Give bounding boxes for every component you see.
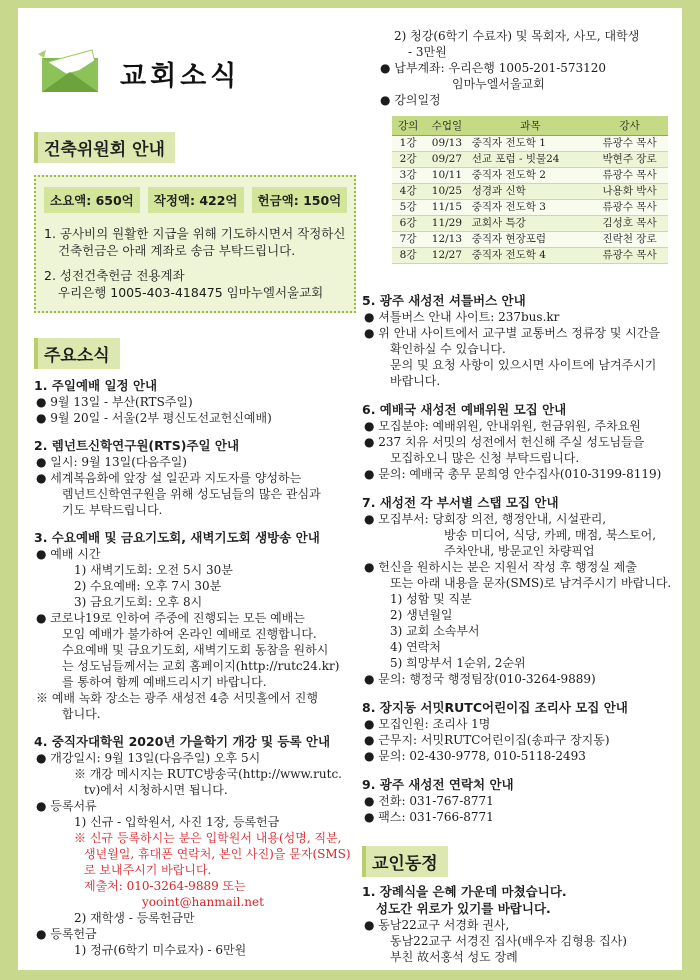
lecture-row [392, 216, 668, 232]
list-line: ● 문의: 02-430-9778, 010-5118-2493 [364, 749, 586, 763]
list-line: ● 모집분야: 예배위원, 안내위원, 헌금위원, 주차요원 [364, 419, 641, 433]
required-amount: 소요액: 650억 [44, 187, 140, 213]
lecture-cell: 박현주 장로 [591, 152, 668, 168]
list-line: 3) 금요기도회: 오후 8시 [74, 595, 203, 609]
lecture-cell: 진락천 장로 [591, 232, 668, 248]
lecture-cell: 11/15 [424, 200, 470, 216]
list-line: 생년월일, 휴대폰 연락처, 본인 사진)을 문자(SMS) [84, 847, 351, 861]
lecture-cell: 4강 [392, 184, 424, 200]
list-line: 임마누엘서울교회 [452, 77, 545, 91]
list-line: ● 납부계좌: 우리은행 1005-201-573120 [380, 61, 607, 75]
news-item [362, 401, 674, 482]
news-item-title: 7. 새성전 각 부서별 스탭 모집 안내 [362, 495, 559, 510]
list-line: 1) 새벽기도회: 오전 5시 30분 [74, 563, 233, 577]
lecture-cell: 8강 [392, 248, 424, 264]
list-line: ● 근무지: 서밋RUTC어린이집(송파구 장지동) [364, 733, 610, 747]
lecture-cell: 교회사 특강 [470, 216, 591, 232]
list-line: tv)에서 시청하시면 됩니다. [84, 783, 228, 797]
list-line: ※ 신규 등록하시는 분은 입학원서 내용(성명, 직분, [74, 831, 342, 845]
news-list [34, 377, 356, 958]
news-item [34, 529, 356, 722]
lecture-cell: 중직자 전도학 1 [470, 136, 591, 152]
lecture-cell: 류광수 목사 [591, 136, 668, 152]
list-line: ● 헌신을 원하시는 분은 지원서 작성 후 행정실 제출 [364, 560, 637, 574]
list-line: ● 모집부서: 당회장 의전, 행정안내, 시설관리, [364, 512, 607, 526]
list-line: 1) 신규 - 입학원서, 사진 1장, 등록헌금 [74, 815, 280, 829]
offered-amount: 헌금액: 150억 [252, 187, 348, 213]
list-line: ● 개강일시: 9월 13일(다음주일) 오후 5시 [36, 751, 261, 765]
list-line: ● 동남22교구 서경화 권사, [364, 918, 510, 932]
list-line: 모임 예배가 불가하여 온라인 예배로 진행합니다. [62, 627, 317, 641]
list-line: 렘넌트신학연구원을 위해 성도님들의 많은 관심과 [62, 487, 321, 501]
list-line: 수요예배 및 금요기도회, 새벽기도회 동참을 원하시 [62, 643, 329, 657]
lecture-body [392, 136, 668, 264]
list-line: 3) 교회 소속부서 [390, 624, 480, 638]
building-section [34, 132, 356, 313]
news-item [362, 292, 674, 389]
pledged-amount: 작정액: 422억 [148, 187, 244, 213]
list-line: 기도 부탁드립니다. [62, 503, 163, 517]
list-line: 모집하오니 많은 신청 부탁드립니다. [390, 451, 580, 465]
lecture-row [392, 152, 668, 168]
lecture-cell: 1강 [392, 136, 424, 152]
lecture-cell: 나용화 박사 [591, 184, 668, 200]
list-line: ● 문의: 예배국 총무 문희영 안수집사(010-3199-8119) [364, 467, 662, 481]
list-line: ● 9월 20일 - 서울(2부 평신도선교헌신예배) [36, 411, 272, 425]
lecture-cell: 7강 [392, 232, 424, 248]
list-line: ● 팩스: 031-766-8771 [364, 810, 494, 824]
lecture-cell: 09/27 [424, 152, 470, 168]
list-line: ● 셔틀버스 안내 사이트: 237bus.kr [364, 310, 560, 324]
list-line: 부친 故서홍석 성도 장례 [390, 950, 518, 964]
list-line: ● 코로나19로 인하여 주중에 진행되는 모든 예배는 [36, 611, 305, 625]
list-line: ● 위 안내 사이트에서 교구별 교통버스 정류장 및 시간을 [364, 326, 661, 340]
lecture-column-header: 강의 [392, 116, 424, 136]
news-item-title: 3. 수요예배 및 금요기도회, 새벽기도회 생방송 안내 [34, 530, 320, 545]
news-item [362, 776, 674, 825]
news-list-right [362, 292, 674, 837]
list-line: 방송 미디어, 식당, 카페, 매점, 북스토어, [444, 528, 657, 542]
lecture-cell: 6강 [392, 216, 424, 232]
list-line: - 3만원 [408, 45, 447, 59]
lecture-cell: 류광수 목사 [591, 168, 668, 184]
lecture-row [392, 232, 668, 248]
lecture-cell: 중직자 전도학 4 [470, 248, 591, 264]
news-item-title: 8. 장지동 서밋RUTC어린이집 조리사 모집 안내 [362, 700, 628, 715]
lecture-cell: 중직자 전도학 2 [470, 168, 591, 184]
list-line: ※ 개강 메시지는 RUTC방송국(http://www.rutc. [74, 767, 342, 781]
lecture-cell: 2강 [392, 152, 424, 168]
list-line: ● 등록헌금 [36, 927, 97, 941]
list-line: 또는 아래 내용을 문자(SMS)로 남겨주시기 바랍니다. [390, 576, 672, 590]
lecture-header-row [392, 116, 668, 136]
list-line: yooint@hanmail.net [142, 895, 264, 909]
list-line: 합니다. [62, 707, 101, 721]
lecture-cell: 12/27 [424, 248, 470, 264]
lecture-cell: 10/25 [424, 184, 470, 200]
lecture-row [392, 200, 668, 216]
news-item [34, 733, 356, 958]
bulletin-page [18, 8, 682, 970]
lecture-column-header: 과목 [470, 116, 591, 136]
list-line: 바랍니다. [390, 374, 441, 388]
list-line: ● 등록서류 [36, 799, 97, 813]
news-item-title: 6. 예배국 새성전 예배위원 모집 안내 [362, 402, 567, 417]
list-line: 2) 생년월일 [390, 608, 453, 622]
header [36, 40, 336, 100]
condolence-heading: 교인동정 [362, 846, 448, 877]
list-line: 주차안내, 방문교인 차량픽업 [444, 544, 595, 558]
list-line: 동남22교구 서경진 집사(배우자 김형용 집사) [390, 934, 627, 948]
list-line: ● 일시: 9월 13일(다음주일) [36, 455, 187, 469]
condolence-section [362, 846, 674, 965]
condolence-lines [362, 917, 674, 965]
building-heading: 건축위원회 안내 [34, 132, 175, 163]
lecture-cell: 류광수 목사 [591, 200, 668, 216]
condolence-title: 1. 장례식을 은혜 가운데 마쳤습니다. 성도간 위로가 있기를 바랍니다. [362, 884, 567, 916]
list-line: 4) 연락처 [390, 640, 441, 654]
news-item-title: 2. 렘넌트신학연구원(RTS)주일 안내 [34, 438, 240, 453]
lecture-cell: 12/13 [424, 232, 470, 248]
lecture-row [392, 168, 668, 184]
lecture-column-header: 수업일 [424, 116, 470, 136]
list-line: 문의 및 요청 사항이 있으시면 사이트에 남겨주시기 [390, 358, 657, 372]
lecture-cell: 선교 포럼 - 빗물24 [470, 152, 591, 168]
list-line: 2) 수요예배: 오후 7시 30분 [74, 579, 222, 593]
news-section [34, 338, 356, 969]
news-item-title: 9. 광주 새성전 연락처 안내 [362, 777, 514, 792]
list-line: ● 모집인원: 조리사 1명 [364, 717, 491, 731]
lecture-cell: 중직자 전도학 3 [470, 200, 591, 216]
lecture-row [392, 248, 668, 264]
list-line: ● 전화: 031-767-8771 [364, 794, 494, 808]
list-line: 2) 재학생 - 등록헌금만 [74, 911, 195, 925]
lecture-table [392, 116, 668, 264]
list-line: 확인하실 수 있습니다. [390, 342, 506, 356]
list-line: ● 237 치유 서밋의 성전에서 헌신해 주실 성도님들을 [364, 435, 645, 449]
list-line: 1) 성함 및 직분 [390, 592, 472, 606]
condolence-item [362, 883, 674, 965]
list-line: ● 강의일정 [380, 93, 441, 107]
list-line: 2) 청강(6학기 수료자) 및 목회자, 사모, 대학생 [394, 29, 640, 43]
lecture-cell: 09/13 [424, 136, 470, 152]
list-line: ● 문의: 행정국 행정팀장(010-3264-9889) [364, 672, 596, 686]
lecture-row [392, 184, 668, 200]
list-line: 를 통하여 함께 예배드리시기 바랍니다. [62, 675, 267, 689]
graduate-continued [362, 28, 674, 108]
list-line: 는 성도님들께서는 교회 홈페이지(http://rutc24.kr) [62, 659, 340, 673]
lecture-row [392, 136, 668, 152]
list-line: ● 예배 시간 [36, 547, 101, 561]
lecture-cell: 류광수 목사 [591, 248, 668, 264]
lecture-cell: 5강 [392, 200, 424, 216]
building-note-1: 1. 공사비의 원활한 지급을 위해 기도하시면서 작정하신 건축헌금은 아래 계좌로 송금 부탁드립니다. [44, 226, 346, 258]
list-line: ● 세계복음화에 앞장 설 일꾼과 지도자를 양성하는 [36, 471, 302, 485]
lecture-cell: 성경과 신학 [470, 184, 591, 200]
list-line: 제출처: 010-3264-9889 또는 [84, 879, 246, 893]
building-box [34, 175, 356, 313]
list-line: 5) 희망부서 1순위, 2순위 [390, 656, 526, 670]
list-line: ※ 예배 녹화 장소는 광주 새성전 4층 서밋홀에서 진행 [36, 691, 318, 705]
news-item [362, 494, 674, 687]
news-item-title: 5. 광주 새성전 셔틀버스 안내 [362, 293, 526, 308]
news-item [362, 699, 674, 764]
news-item [34, 377, 356, 426]
lecture-cell: 3강 [392, 168, 424, 184]
list-line: 1) 정규(6학기 미수료자) - 6만원 [74, 943, 247, 957]
news-item-title: 4. 중직자대학원 2020년 가을학기 개강 및 등록 안내 [34, 734, 331, 749]
list-line: 로 보내주시기 바랍니다. [84, 863, 212, 877]
lecture-cell: 김성호 목사 [591, 216, 668, 232]
news-item-title: 1. 주일예배 일정 안내 [34, 378, 158, 393]
lecture-cell: 중직자 현장포럼 [470, 232, 591, 248]
lecture-cell: 11/29 [424, 216, 470, 232]
list-line: ● 9월 13일 - 부산(RTS주일) [36, 395, 193, 409]
lecture-cell: 10/11 [424, 168, 470, 184]
building-note-2: 2. 성전건축헌금 전용계좌 우리은행 1005-403-418475 임마누엘서울교회 [44, 268, 324, 300]
news-item [34, 437, 356, 518]
page-title: 교회소식 [120, 61, 241, 92]
amount-row [44, 187, 346, 213]
news-heading: 주요소식 [34, 338, 120, 369]
lecture-column-header: 강사 [591, 116, 668, 136]
envelope-icon [36, 44, 104, 96]
